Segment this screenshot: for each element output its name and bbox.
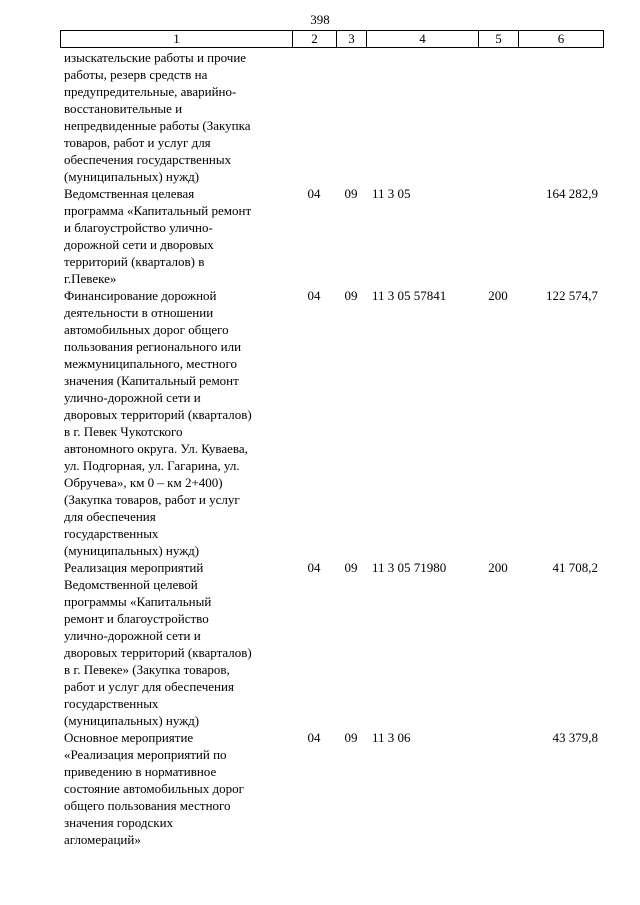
column-header-5: 5 [479, 31, 519, 48]
column-header-4: 4 [367, 31, 479, 48]
description-line: товаров, работ и услуг для [64, 135, 211, 150]
description-line: и благоустройство улично- [64, 220, 213, 235]
expense-type-cell: 200 [488, 288, 508, 303]
row-description [60, 729, 292, 848]
target-article-cell: 11 3 05 [372, 186, 411, 201]
target-article-cell: 11 3 06 [372, 730, 411, 745]
description-line: приведению в нормативное [64, 764, 217, 779]
row-description [60, 287, 292, 559]
description-line: автономного округа. Ул. Куваева, [64, 441, 248, 456]
description-line: значения (Капитальный ремонт [64, 373, 239, 388]
razdel-cell: 04 [307, 730, 321, 745]
table-row [60, 49, 603, 185]
description-line: улично-дорожной сети и [64, 628, 201, 643]
column-header-6: 6 [519, 31, 604, 48]
description-line: деятельности в отношении [64, 305, 214, 320]
amount-cell: 43 379,8 [552, 730, 598, 745]
description-line: программы «Капитальный [64, 594, 212, 609]
description-line: Обручева», км 0 – км 2+400) [64, 475, 223, 490]
amount-cell: 122 574,7 [546, 288, 598, 303]
description-line: (муниципальных) нужд) [64, 543, 200, 558]
description-line: в г. Певеке» (Закупка товаров, [64, 662, 230, 677]
description-line: государственных [64, 696, 159, 711]
description-line: ремонт и благоустройство [64, 611, 209, 626]
description-line: Ведомственная целевая [64, 186, 195, 201]
table-row [60, 185, 603, 287]
podrazdel-cell: 09 [344, 560, 358, 575]
description-line: «Реализация мероприятий по [64, 747, 227, 762]
page-number: 398 [310, 12, 330, 27]
description-line: значения городских [64, 815, 174, 830]
podrazdel-cell: 09 [344, 730, 358, 745]
razdel-cell: 04 [307, 288, 321, 303]
description-line: дворовых территорий (кварталов) [64, 407, 252, 422]
budget-table-body [60, 49, 603, 848]
target-article-cell: 11 3 05 57841 [372, 288, 447, 303]
razdel-cell: 04 [307, 186, 321, 201]
podrazdel-cell: 09 [344, 288, 358, 303]
target-article-cell: 11 3 05 71980 [372, 560, 447, 575]
description-line: непредвиденные работы (Закупка [64, 118, 251, 133]
description-line: государственных [64, 526, 159, 541]
column-header-2: 2 [293, 31, 337, 48]
amount-cell: 164 282,9 [546, 186, 598, 201]
description-line: г.Певеке» [64, 271, 117, 286]
table-row [60, 729, 603, 848]
description-line: предупредительные, аварийно- [64, 84, 237, 99]
description-line: дорожной сети и дворовых [64, 237, 214, 252]
description-line: обеспечения государственных [64, 152, 232, 167]
description-line: Основное мероприятие [64, 730, 194, 745]
table-row [60, 559, 603, 729]
description-line: (муниципальных) нужд) [64, 169, 200, 184]
description-line: пользования регионального или [64, 339, 242, 354]
row-description [60, 185, 292, 287]
description-line: территорий (кварталов) в [64, 254, 205, 269]
row-description [60, 559, 292, 729]
description-line: (муниципальных) нужд) [64, 713, 200, 728]
description-line: Ведомственной целевой [64, 577, 198, 592]
description-line: агломераций» [64, 832, 141, 847]
podrazdel-cell: 09 [344, 186, 358, 201]
description-line: работы, резерв средств на [64, 67, 208, 82]
amount-cell: 41 708,2 [552, 560, 598, 575]
description-line: улично-дорожной сети и [64, 390, 201, 405]
description-line: Финансирование дорожной [64, 288, 217, 303]
column-header-3: 3 [337, 31, 367, 48]
description-line: Реализация мероприятий [64, 560, 204, 575]
row-description [60, 49, 292, 185]
description-line: работ и услуг для обеспечения [64, 679, 234, 694]
description-line: межмуниципального, местного [64, 356, 237, 371]
description-line: автомобильных дорог общего [64, 322, 229, 337]
expense-type-cell: 200 [488, 560, 508, 575]
description-line: состояние автомобильных дорог [64, 781, 244, 796]
description-line: общего пользования местного [64, 798, 231, 813]
column-header-1: 1 [61, 31, 293, 48]
description-line: дворовых территорий (кварталов) [64, 645, 252, 660]
column-header-row [60, 30, 604, 48]
description-line: (Закупка товаров, работ и услуг [64, 492, 240, 507]
description-line: ул. Подгорная, ул. Гагарина, ул. [64, 458, 240, 473]
razdel-cell: 04 [307, 560, 321, 575]
description-line: восстановительные и [64, 101, 183, 116]
description-line: в г. Певек Чукотского [64, 424, 183, 439]
table-row [60, 287, 603, 559]
description-line: программа «Капитальный ремонт [64, 203, 252, 218]
description-line: изыскательские работы и прочие [64, 50, 247, 65]
description-line: для обеспечения [64, 509, 156, 524]
